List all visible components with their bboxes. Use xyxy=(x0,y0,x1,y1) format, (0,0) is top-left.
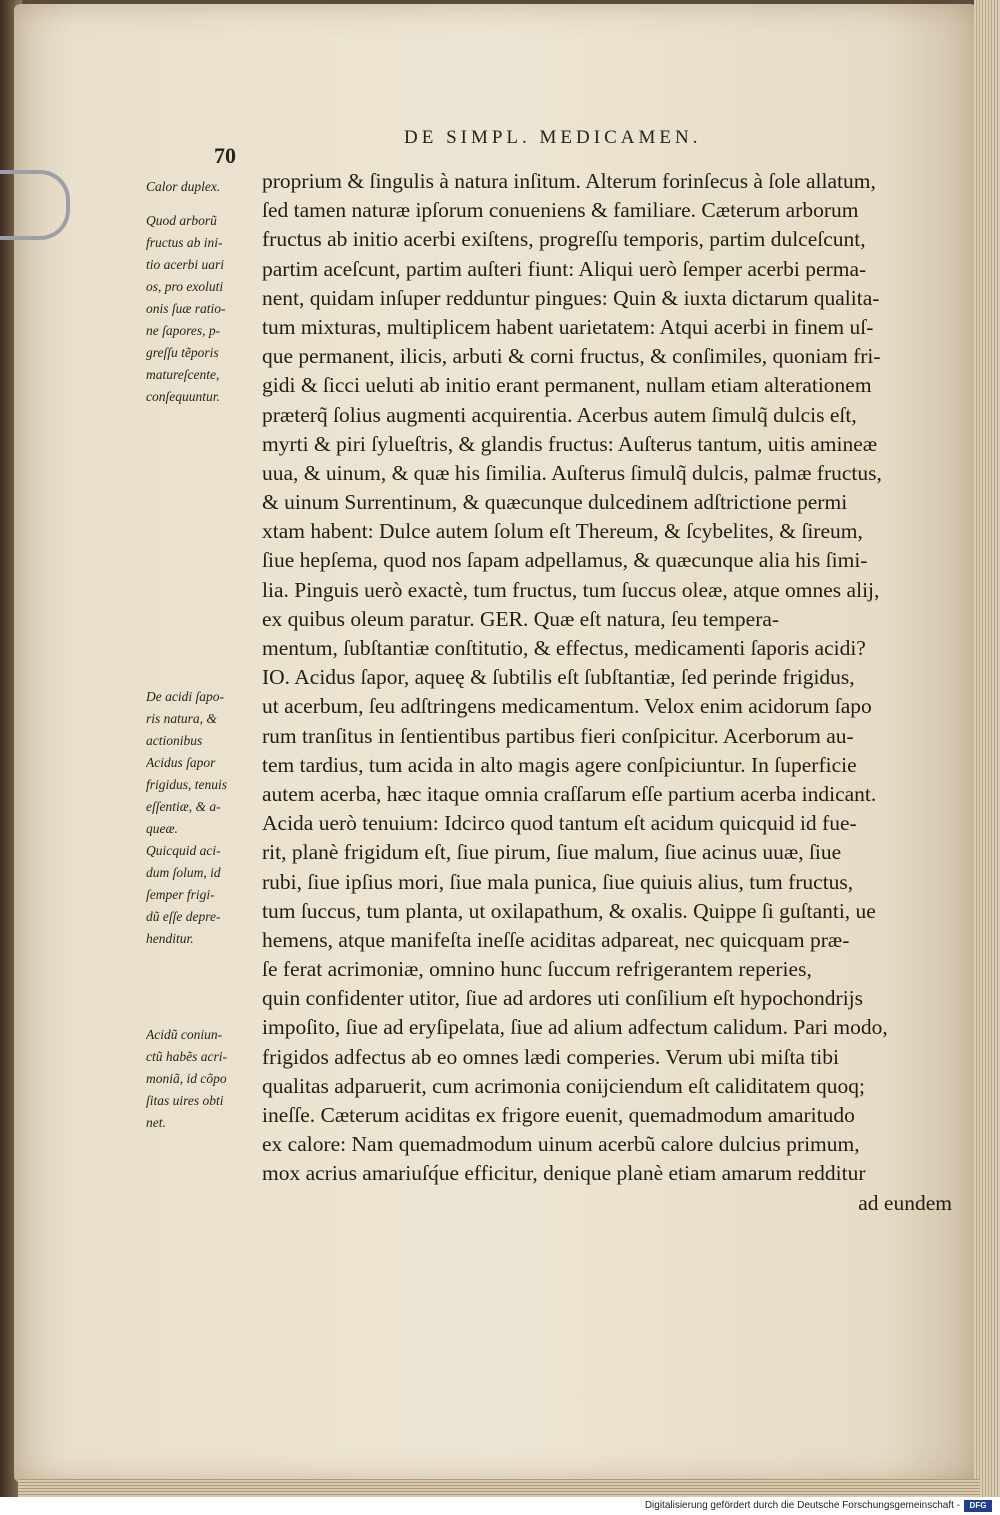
margin-note-line: Acidũ coniun- xyxy=(146,1027,223,1042)
text-line: tum mixturas, multiplicem habent uarietatem: Atqui acerbi in finem uſ- xyxy=(262,314,874,339)
text-line: ex quibus oleum paratur. GER. Quæ eſt natura, ſeu tempera- xyxy=(262,606,780,631)
text-line: autem acerba, hæc itaque omnia craſſarum eſſe partium acerba indicant. xyxy=(262,781,877,806)
margin-note-line: ctũ habẽs acri- xyxy=(146,1049,227,1064)
text-line: uua, & uinum, & quæ his ſimilia. Auſterus ſimulq̃ dulcis, palmæ fructus, xyxy=(262,460,882,485)
margin-note xyxy=(146,1024,264,1134)
margin-note-line: os, pro exoluti xyxy=(146,279,224,294)
text-line: ſed tamen naturæ ipſorum conueniens & familiare. Cæterum arborum xyxy=(262,198,859,223)
text-line: ut acerbum, ſeu adſtringens medicamentum. Velox enim acidorum ſapo xyxy=(262,694,872,719)
margin-note-line: Calor duplex. xyxy=(146,179,221,194)
margin-note-line: Quod arborũ xyxy=(146,213,217,228)
margin-note-line: ris natura, & xyxy=(146,711,217,726)
text-line: lia. Pinguis uerò exactè, tum fructus, tum ſuccus oleæ, atque omnes alij, xyxy=(262,577,880,602)
margin-note-line: dum ſolum, id xyxy=(146,865,221,880)
dfg-logo-icon: DFG xyxy=(964,1500,992,1512)
margin-note-line: ſemper frigi- xyxy=(146,887,215,902)
page-edges-right xyxy=(974,0,1000,1497)
text-line: tem tardius, tum acida in alto magis agere conſpiciuntur. In ſuperficie xyxy=(262,752,857,777)
text-line: IO. Acidus ſapor, aqueę & ſubtilis eſt ſubſtantiæ, ſed perinde frigidus, xyxy=(262,665,855,690)
text-line: que permanent, ilicis, arbuti & corni fructus, & conſimiles, quoniam fri- xyxy=(262,344,881,369)
margin-note xyxy=(146,210,264,408)
text-line: xtam habent: Dulce autem ſolum eſt Thereum, & ſcybelites, & ſireum, xyxy=(262,519,863,544)
paper-clip-icon xyxy=(0,170,70,240)
margin-note xyxy=(146,176,264,198)
text-line: nent, quidam inſuper redduntur pingues: Quin & iuxta dictarum qualita- xyxy=(262,285,880,310)
text-line: rit, planè frigidum eſt, ſiue pirum, ſiue malum, ſiue acinus uuæ, ſiue xyxy=(262,840,842,865)
text-line: myrti & piri ſylueſtris, & glandis fructus: Auſterus tantum, uitis amineæ xyxy=(262,431,878,456)
text-line: quin confidenter utitor, ſiue ad ardores uti conſilium eſt hypochondrijs xyxy=(262,986,864,1011)
margin-note-line: moniã, id cõpo xyxy=(146,1071,227,1086)
page-number: 70 xyxy=(214,143,236,168)
text-line: proprium & ſingulis à natura inſitum. Alterum forinſecus à ſole allatum, xyxy=(262,169,876,193)
margin-note-line: Acidus ſapor xyxy=(146,755,216,770)
text-line: Acida uerò tenuium: Idcirco quod tantum eſt acidum quicquid id fue- xyxy=(262,811,857,836)
text-line: ineſſe. Cæterum aciditas ex frigore euenit, quemadmodum amaritudo xyxy=(262,1103,855,1127)
margin-note-line: actionibus xyxy=(146,733,203,748)
margin-note-line: net. xyxy=(146,1115,166,1130)
margin-note-line: ne ſapores, p- xyxy=(146,323,221,338)
text-line: ſe ferat acrimoniæ, omnino hunc ſuccum refrigerantem reperies, xyxy=(262,957,812,982)
text-line: & uinum Surrentinum, & quæcunque dulcedinem adſtrictione permi xyxy=(262,490,848,515)
text-line: gidi & ſicci ueluti ab initio erant permanent, nullam etiam alterationem xyxy=(262,373,872,398)
margin-note xyxy=(146,686,264,950)
text-line: præterq̃ ſolius augmenti acquirentia. Acerbus autem ſimulq̃ dulcis eſt, xyxy=(262,402,857,427)
margin-note-line: matureſcente, xyxy=(146,367,220,382)
text-line: ſiue hepſema, quod nos ſapam adpellamus, & quæcunque alia his ſimi- xyxy=(262,548,868,573)
margin-note-line: greſſu tẽporis xyxy=(146,345,219,360)
margin-note-line: fructus ab ini- xyxy=(146,235,223,250)
margin-note-line: conſequuntur. xyxy=(146,389,220,404)
margin-note-line: eſſentiæ, & a- xyxy=(146,799,221,814)
text-line: mentum, ſubſtantiæ conſtitutio, & effectus, medicamenti ſaporis acidi? xyxy=(262,636,866,660)
margin-note-line: Quicquid aci- xyxy=(146,843,221,858)
text-line: hemens, atque manifeſta ineſſe aciditas adpareat, nec quicquam præ- xyxy=(262,927,850,952)
text-line: rum tranſitus in ſentientibus partibus fieri conſpicitur. Acerborum au- xyxy=(262,723,854,748)
text-line: partim aceſcunt, partim auſteri fiunt: Aliqui uerò ſemper acerbi perma- xyxy=(262,256,867,281)
running-head: DE SIMPL. MEDICAMEN. xyxy=(404,127,702,148)
margin-note-line: queæ. xyxy=(146,821,178,836)
text-line: tum ſuccus, tum planta, ut oxilapathum, & oxalis. Quippe ſi guſtanti, ue xyxy=(262,898,876,923)
text-line: frigidos adfectus ab eo omnes lædi comperies. Verum ubi miſta tibi xyxy=(262,1044,840,1069)
text-line: impoſito, ſiue ad eryſipelata, ſiue ad alium adfectum calidum. Pari modo, xyxy=(262,1015,888,1040)
margin-note-line: dũ eſſe depre- xyxy=(146,909,221,924)
margin-note-line: tio acerbi uari xyxy=(146,257,224,272)
margin-note-line: ſitas uires obti xyxy=(146,1093,224,1108)
text-line: rubi, ſiue ipſius mori, ſiue mala punica, ſiue quiuis alius, tum fructus, xyxy=(262,869,854,894)
footer-credit: Digitalisierung gefördert durch die Deutsche Forschungsgemeinschaft - xyxy=(644,1500,960,1511)
text-line: mox acrius amariuſq́ue efficitur, denique planè etiam amarum redditur xyxy=(262,1161,866,1186)
page-edges-bottom xyxy=(18,1479,980,1497)
text-line: qualitas adparuerit, cum acrimonia conijciendum eſt caliditatem quoq; xyxy=(262,1073,865,1098)
text-line: ex calore: Nam quemadmodum uinum acerbũ calore dulcius primum, xyxy=(262,1132,860,1157)
margin-note-line: frigidus, tenuis xyxy=(146,777,228,792)
body-text xyxy=(262,167,952,1218)
margin-note-line: henditur. xyxy=(146,931,194,946)
catchword: ad eundem xyxy=(858,1190,952,1215)
text-line: fructus ab initio acerbi exiſtens, progreſſu temporis, partim dulceſcunt, xyxy=(262,227,866,252)
margin-note-line: onis ſuæ ratio- xyxy=(146,301,226,316)
margin-note-line: De acidi ſapo- xyxy=(146,689,224,704)
